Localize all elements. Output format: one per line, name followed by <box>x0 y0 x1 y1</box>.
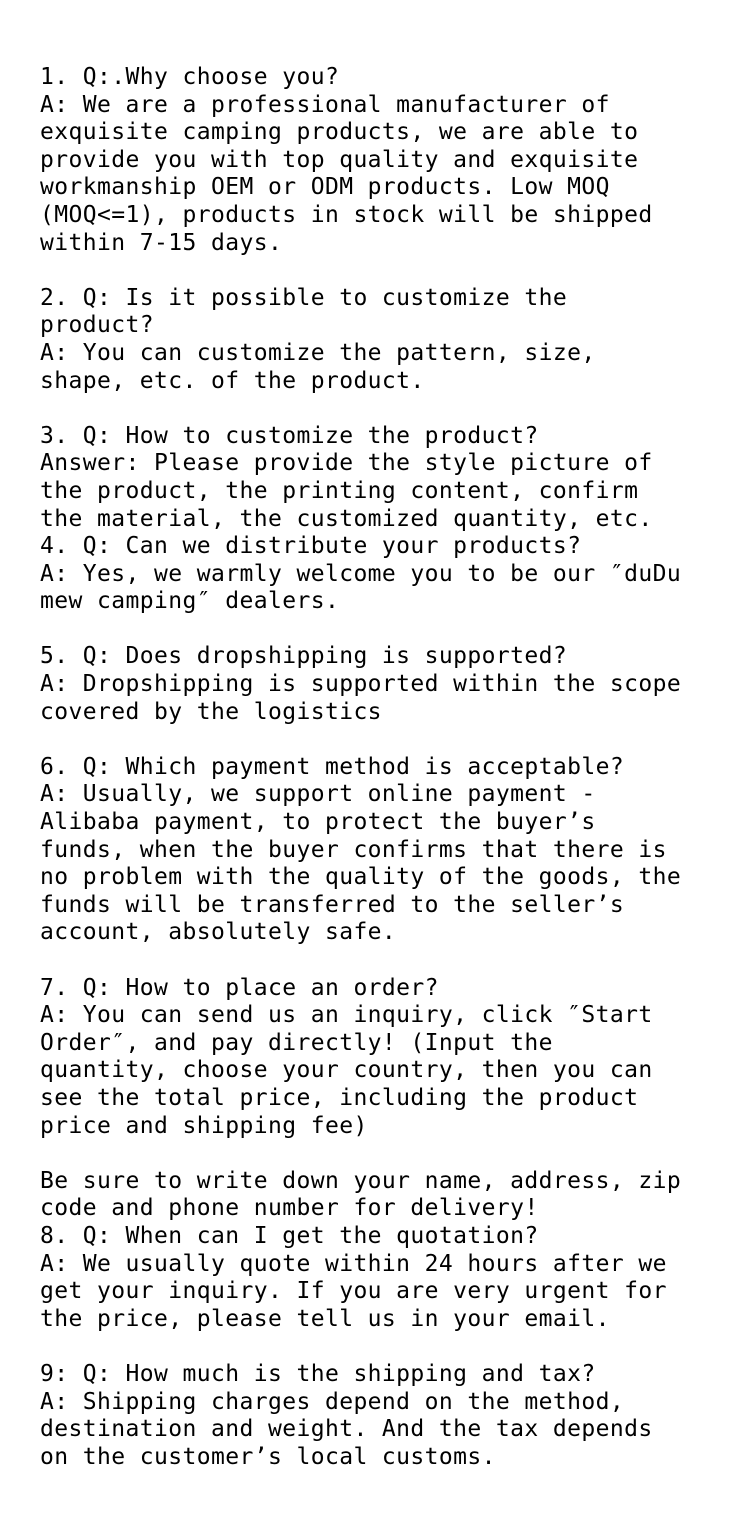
faq-6-answer-line: funds, when the buyer confirms that there is <box>40 836 667 863</box>
faq-item-5 <box>40 643 730 726</box>
faq-item-3 <box>40 423 730 533</box>
faq-2-answer-line: shape, etc. of the product. <box>40 367 425 394</box>
faq-1-answer-line: workmanship OEM or ODM products. Low MOQ <box>40 174 610 201</box>
faq-7-answer-line: quantity, choose your country, then you can <box>40 1057 653 1084</box>
spacer <box>40 257 730 285</box>
faq-1-answer-line: (MOQ<=1), products in stock will be shipped <box>40 201 653 228</box>
faq-8-answer-line: A: We usually quote within 24 hours after we <box>40 1250 667 1277</box>
faq-item-1 <box>40 64 730 257</box>
faq-item-2 <box>40 285 730 395</box>
faq-9-answer-line: destination and weight. And the tax depends <box>40 1416 653 1443</box>
faq-5-answer-line: A: Dropshipping is supported within the scope <box>40 671 682 698</box>
faq-4-question: 4. Q: Can we distribute your products? <box>40 533 582 560</box>
faq-item-4 <box>40 533 730 616</box>
faq-7-question: 7. Q: How to place an order? <box>40 974 439 1001</box>
faq-1-answer-line: within 7-15 days. <box>40 229 283 256</box>
faq-6-answer-line: funds will be transferred to the seller’s <box>40 891 625 918</box>
spacer <box>40 947 730 975</box>
spacer <box>40 395 730 423</box>
faq-6-answer-line: Alibaba payment, to protect the buyer’s <box>40 809 596 836</box>
faq-1-answer-line: exquisite camping products, we are able to <box>40 119 639 146</box>
faq-1-answer-line: provide you with top quality and exquisite <box>40 146 639 173</box>
faq-9-question: 9: Q: How much is the shipping and tax? <box>40 1360 596 1387</box>
faq-4-answer-line: mew camping″ dealers. <box>40 588 340 615</box>
faq-1-answer-line: A: We are a professional manufacturer of <box>40 91 610 118</box>
faq-7-note-line: Be sure to write down your name, address, zip <box>40 1167 682 1194</box>
faq-7-answer-line: price and shipping fee) <box>40 1112 368 1139</box>
spacer <box>40 616 730 644</box>
faq-9-answer-line: on the customer’s local customs. <box>40 1443 496 1470</box>
faq-6-answer-line: no problem with the quality of the goods, the <box>40 864 682 891</box>
faq-2-question-line: product? <box>40 312 154 339</box>
faq-7-note-line: code and phone number for delivery! <box>40 1195 539 1222</box>
faq-3-question: 3. Q: How to customize the product? <box>40 422 539 449</box>
faq-2-answer-line: A: You can customize the pattern, size, <box>40 339 596 366</box>
spacer <box>40 726 730 754</box>
faq-item-8 <box>40 1223 730 1333</box>
faq-8-answer-line: get your inquiry. If you are very urgent for <box>40 1278 667 1305</box>
faq-item-6 <box>40 754 730 947</box>
faq-8-question: 8. Q: When can I get the quotation? <box>40 1222 539 1249</box>
faq-item-9 <box>40 1361 730 1471</box>
faq-5-question: 5. Q: Does dropshipping is supported? <box>40 643 568 670</box>
faq-4-answer-line: A: Yes, we warmly welcome you to be our ″duDu <box>40 560 682 587</box>
faq-1-question: 1. Q:.Why choose you? <box>40 64 340 90</box>
faq-3-answer-line: Answer: Please provide the style picture of <box>40 450 653 477</box>
faq-5-answer-line: covered by the logistics <box>40 698 382 725</box>
spacer <box>40 1333 730 1361</box>
faq-3-answer-line: the product, the printing content, confirm <box>40 477 639 504</box>
faq-3-answer-line: the material, the customized quantity, etc. <box>40 505 653 532</box>
faq-9-answer-line: A: Shipping charges depend on the method, <box>40 1388 625 1415</box>
faq-6-answer-line: A: Usually, we support online payment - <box>40 781 596 808</box>
spacer <box>40 1140 730 1168</box>
faq-8-answer-line: the price, please tell us in your email. <box>40 1305 610 1332</box>
faq-7-answer-line: see the total price, including the product <box>40 1084 639 1111</box>
faq-7-answer-line: A: You can send us an inquiry, click ″Start <box>40 1002 653 1029</box>
faq-6-answer-line: account, absolutely safe. <box>40 919 397 946</box>
faq-2-question: 2. Q: Is it possible to customize the <box>40 284 568 311</box>
faq-item-7 <box>40 975 730 1223</box>
faq-7-answer-line: Order″, and pay directly! (Input the <box>40 1029 553 1056</box>
faq-6-question: 6. Q: Which payment method is acceptable? <box>40 753 625 780</box>
faq-text-block <box>40 64 730 1471</box>
